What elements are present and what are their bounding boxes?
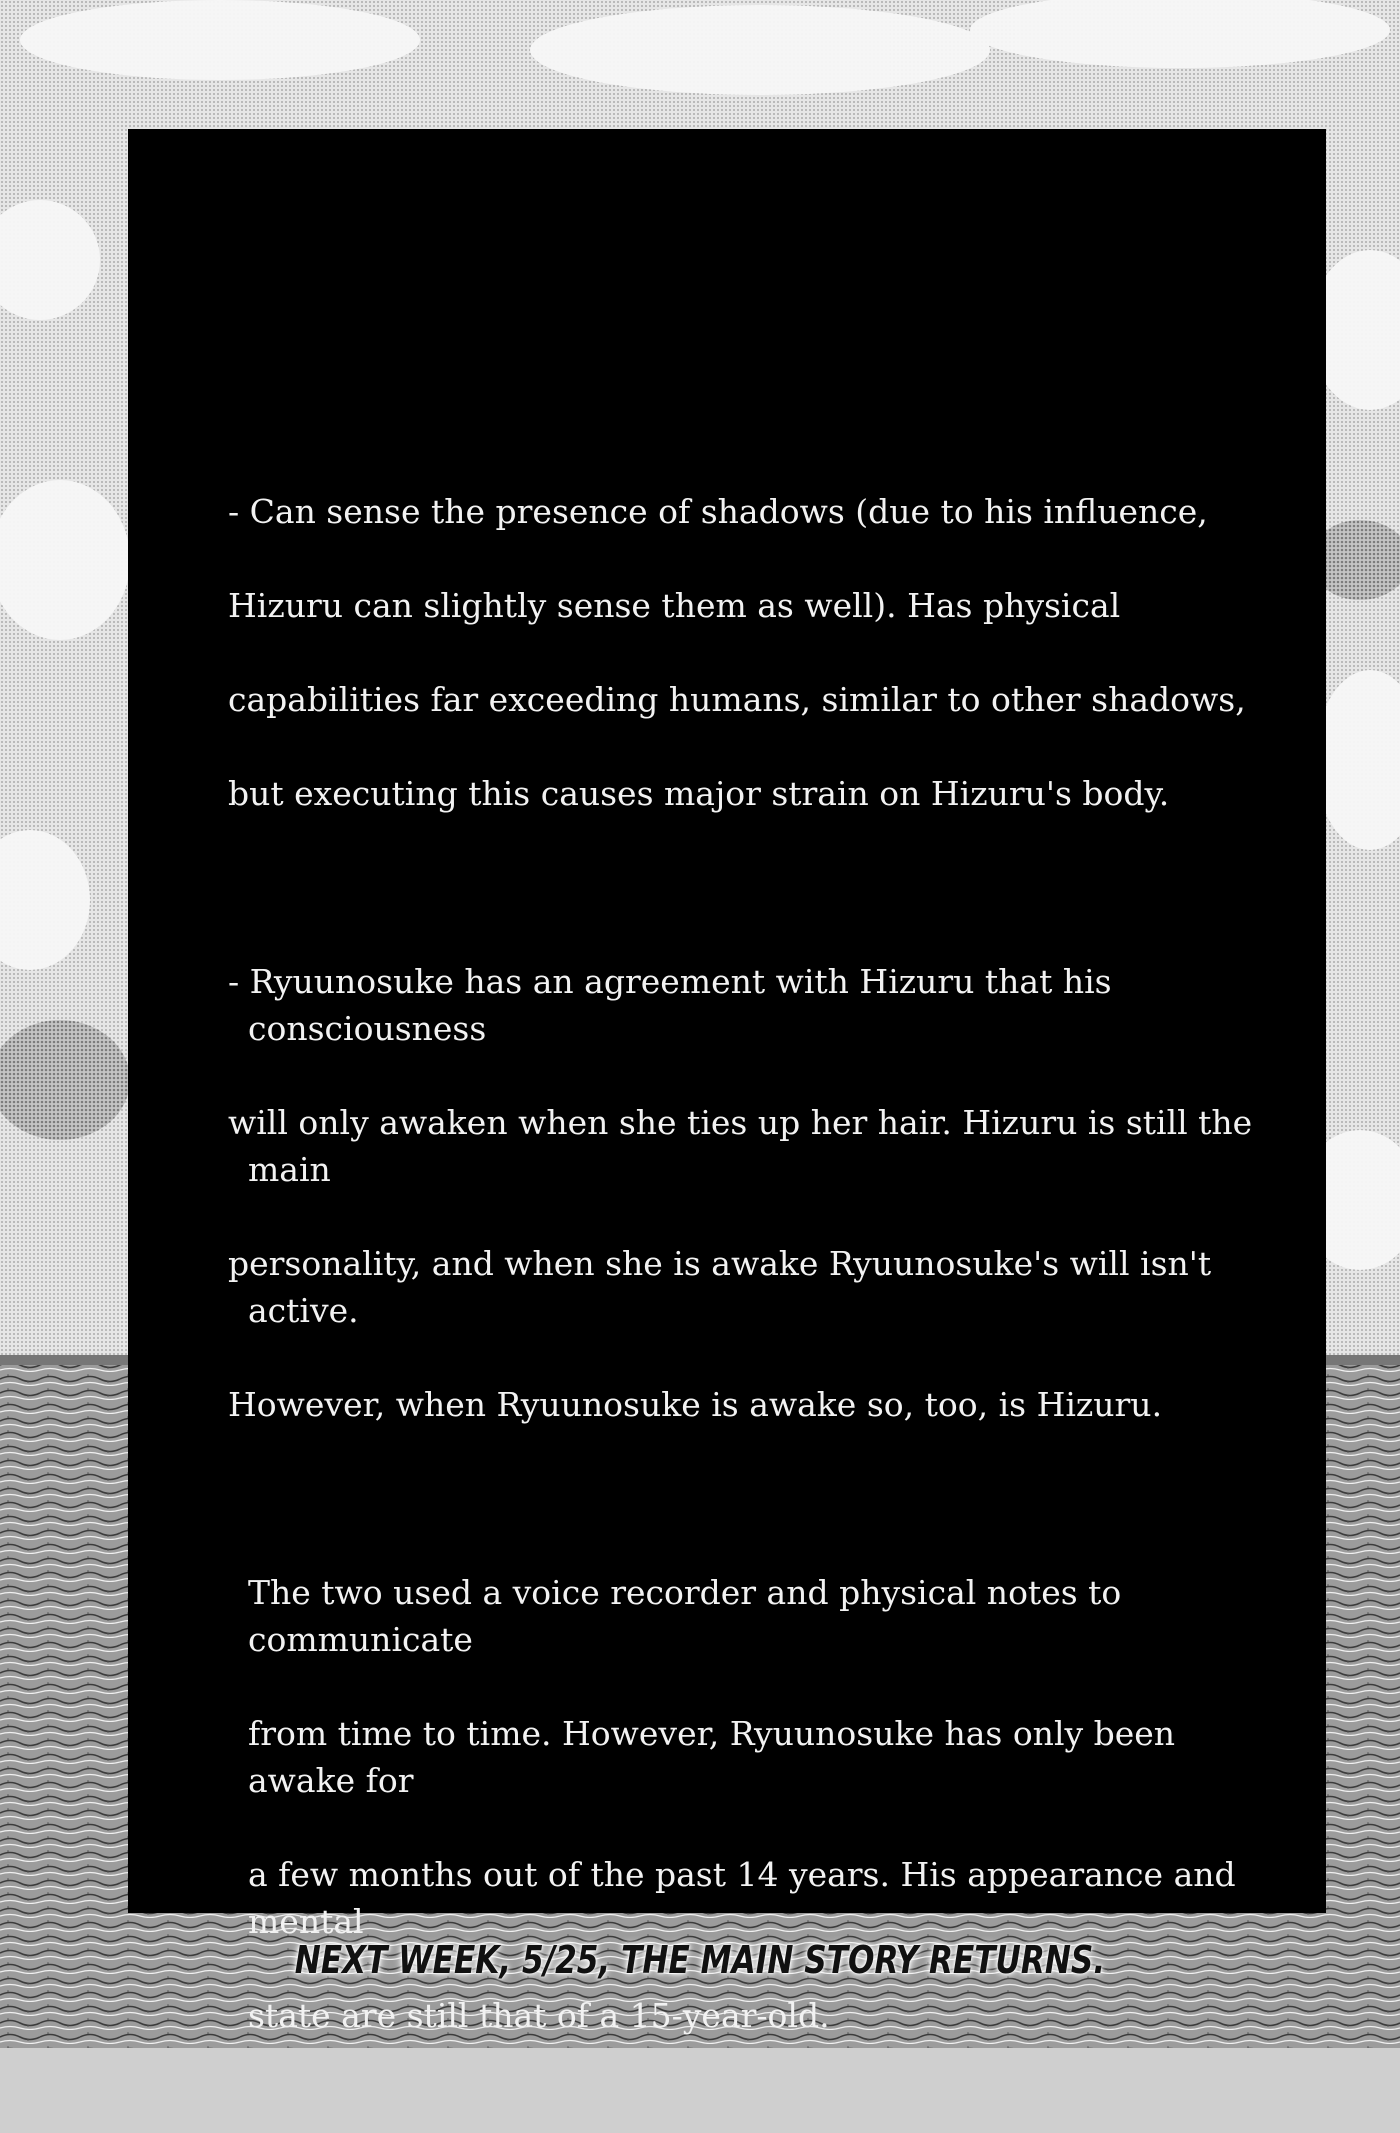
text-line: - Can sense the presence of shadows (due to his influence, [228,492,1208,531]
text-line: from time to time. However, Ryuunosuke has only been awake for [248,1714,1176,1800]
paragraph-communication [228,1522,1288,2086]
text-line: - Ryuunosuke has an agreement with Hizuru that his consciousness [228,962,1112,1048]
text-line: capabilities far exceeding humans, similar to other shadows, [228,680,1246,719]
text-line: will only awaken when she ties up her hair. Hizuru is still the main [228,1103,1253,1189]
text-line: personality, and when she is awake Ryuunosuke's will isn't active. [228,1244,1212,1330]
character-notes [228,441,1288,2133]
text-line: but executing this causes major strain on Hizuru's body. [228,774,1170,813]
text-line: a few months out of the past 14 years. His appearance and mental [248,1855,1236,1941]
paragraph-shadow-sense [228,441,1288,864]
text-line: Hizuru can slightly sense them as well). Has physical [228,586,1121,625]
text-line: However, when Ryuunosuke is awake so, too, is Hizuru. [228,1385,1163,1424]
text-line: The two used a voice recorder and physical notes to communicate [248,1573,1122,1659]
next-week-caption: NEXT WEEK, 5/25, THE MAIN STORY RETURNS. [294,1938,1106,1982]
paragraph-agreement [228,911,1288,1475]
text-line: state are still that of a 15-year-old. [248,1996,830,2035]
